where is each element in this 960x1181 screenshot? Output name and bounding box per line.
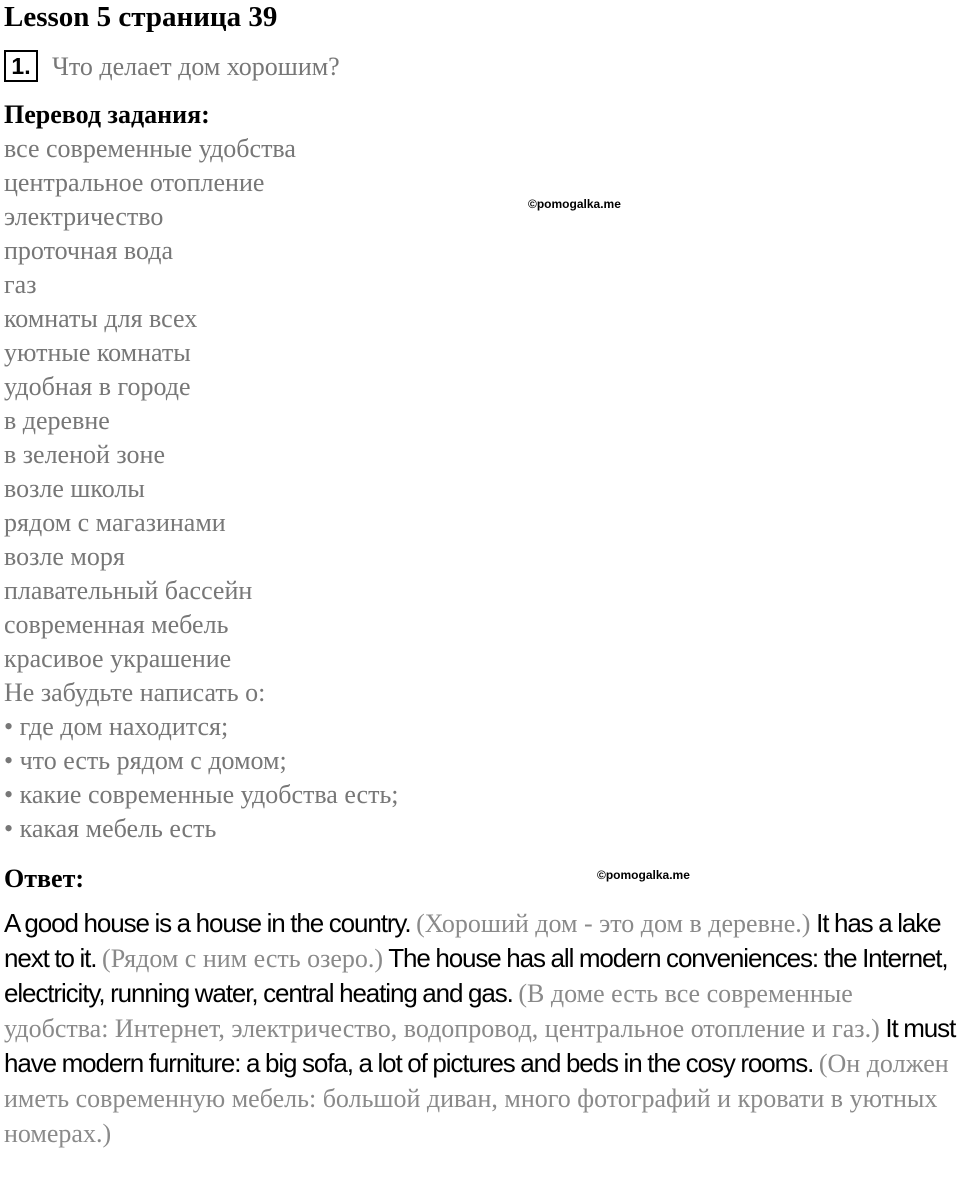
answer-sentence-ru: (Хороший дом - это дом в деревне.) [416,909,811,938]
list-item: красивое украшение [4,644,232,673]
answer-sentence-en: The house has all modern conveniences: the Internet, electricity, running water, central heating and gas. [4,943,948,1008]
translation-heading: Перевод задания: [4,100,210,129]
list-item: возле моря [4,542,125,571]
list-item: центральное отопление [4,168,265,197]
answer-sentence-en: It has a lake next to it. [4,908,941,973]
answer-sentence-ru: (Рядом с ним есть озеро.) [102,944,384,973]
list-item: уютные комнаты [4,338,191,367]
watermark: ©pomogalka.me [528,197,621,211]
page-title: Lesson 5 страница 39 [4,1,278,33]
watermark: ©pomogalka.me [597,868,690,882]
list-item: современная мебель [4,610,229,639]
list-item: рядом с магазинами [4,508,226,537]
list-item: возле школы [4,474,145,503]
list-item: плавательный бассейн [4,576,253,605]
list-item: в зеленой зоне [4,440,166,469]
answer-sentence-ru: (Он должен иметь современную мебель: большой диван, много фотографий и кровати в уютных номерах.) [4,1049,949,1148]
list-item: комнаты для всех [4,304,198,333]
list-item: • что есть рядом с домом; [4,746,287,775]
list-item: • какая мебель есть [4,814,217,843]
list-item: в деревне [4,406,110,435]
list-item: все современные удобства [4,134,296,163]
answer-sentence-en: It must have modern furniture: a big sofa, a lot of pictures and beds in the cosy rooms. [4,1013,956,1078]
answer-sentence-en: A good house is a house in the country. [4,908,411,938]
list-item: • какие современные удобства есть; [4,780,399,809]
list-item: проточная вода [4,236,174,265]
list-item: Не забудьте написать о: [4,678,266,707]
list-item: газ [4,270,37,299]
task-number-box: 1. [4,50,38,82]
translation-list [4,132,399,846]
list-item: • где дом находится; [4,712,229,741]
list-item: удобная в городе [4,372,191,401]
answer-paragraph [4,906,960,1151]
list-item: электричество [4,202,164,231]
task-text: Что делает дом хорошим? [52,52,340,81]
task-row [4,50,340,84]
answer-sentence-ru: (В доме есть все современные удобства: Интернет, электричество, водопровод, центральное отопление и газ.) [4,979,880,1043]
answer-heading: Ответ: [4,864,85,893]
